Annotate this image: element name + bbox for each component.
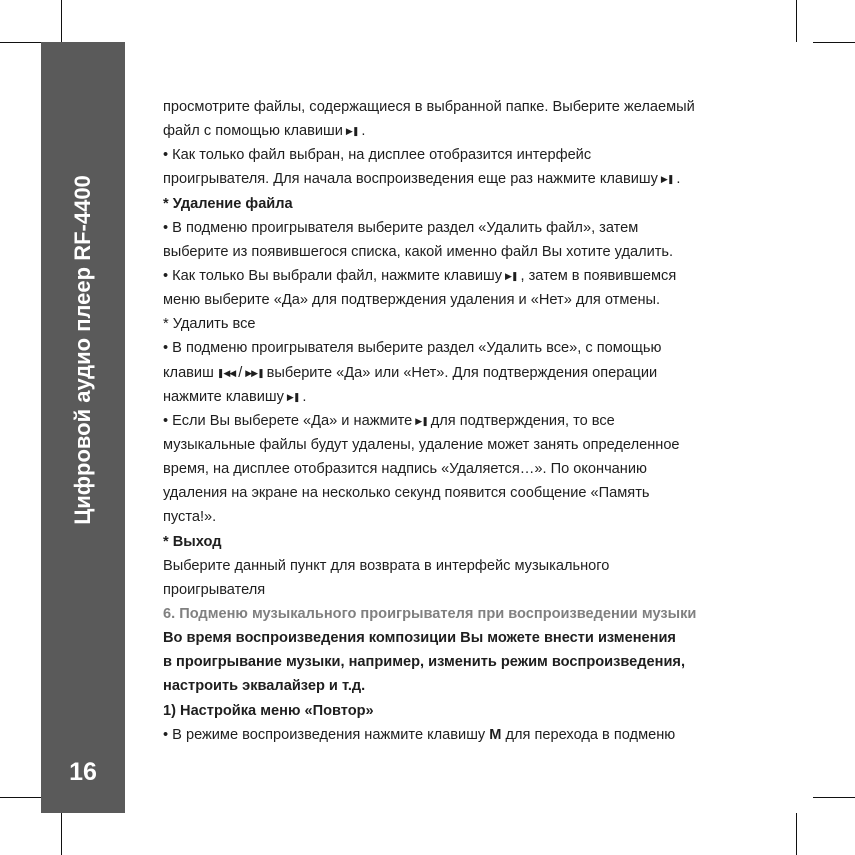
text-line: выберите из появившегося списка, какой именно файл Вы хотите удалить. xyxy=(163,243,674,260)
text-line: просмотрите файлы, содержащиеся в выбранной папке. Выберите желаемый xyxy=(163,99,695,115)
page-body xyxy=(163,95,793,747)
next-track-icon: ▶▶❚ xyxy=(245,367,264,378)
text-line: меню выберите «Да» для подтверждения удаления и «Нет» для отмены. xyxy=(163,292,661,309)
crop-mark xyxy=(61,813,62,855)
play-pause-icon: ▶❚ xyxy=(505,270,518,281)
play-pause-icon: ▶❚ xyxy=(660,174,674,185)
crop-mark xyxy=(0,42,42,43)
chapter-heading: 6. Подменю музыкального проигрывателя при воспроизведении музыки xyxy=(163,605,697,622)
text-line: пуста!». xyxy=(163,509,217,526)
crop-mark xyxy=(0,797,42,798)
text-line: • Как только Вы выбрали файл, нажмите клавишу ▶❚ , затем в появившемся xyxy=(163,264,793,288)
text-line: • В режиме воспроизведения нажмите клавишу M для перехода в подменю xyxy=(163,726,676,743)
text-line: файл с помощью клавиши ▶❚ . xyxy=(163,119,793,143)
crop-mark xyxy=(813,42,855,43)
text-line: • В подменю проигрывателя выберите раздел «Удалить файл», затем xyxy=(163,219,639,236)
text-line: • Если Вы выберете «Да» и нажмите ▶❚ для подтверждения, то все xyxy=(163,409,793,433)
intro-text-line: в проигрывание музыки, например, изменить режим воспроизведения, xyxy=(163,654,686,671)
text-line: • В подменю проигрывателя выберите раздел «Удалить все», с помощью xyxy=(163,340,662,357)
text-line: нажмите клавишу ▶❚ . xyxy=(163,385,793,409)
play-pause-icon: ▶❚ xyxy=(415,415,428,426)
play-pause-icon: ▶❚ xyxy=(345,126,359,137)
previous-track-icon: ❚◀◀ xyxy=(216,367,236,378)
section-heading: * Выход xyxy=(163,533,222,550)
page-number: 16 xyxy=(69,758,97,786)
section-heading: * Удаление файла xyxy=(163,195,293,212)
play-pause-icon: ▶❚ xyxy=(286,391,300,402)
sidebar-title: Цифровой аудио плеер RF-4400 xyxy=(70,175,95,525)
text-line: время, на дисплее отобразится надпись «Удаляется…». По окончанию xyxy=(163,461,647,478)
crop-mark xyxy=(796,0,797,42)
text-line: музыкальные файлы будут удалены, удаление может занять определенное xyxy=(163,436,680,453)
crop-mark xyxy=(813,797,855,798)
text-line: проигрывателя. Для начала воспроизведения еще раз нажмите клавишу ▶❚ . xyxy=(163,167,793,191)
intro-text-line: Во время воспроизведения композиции Вы можете внести изменения xyxy=(163,630,676,647)
crop-mark xyxy=(61,0,62,42)
section-heading: * Удалить все xyxy=(163,316,256,333)
subsection-heading: 1) Настройка меню «Повтор» xyxy=(163,702,374,719)
text-line: Выберите данный пункт для возврата в интерфейс музыкального xyxy=(163,557,610,574)
intro-text-line: настроить эквалайзер и т.д. xyxy=(163,678,366,695)
text-line: клавиш ❚◀◀ / ▶▶❚ выберите «Да» или «Нет». Для подтверждения операции xyxy=(163,361,793,385)
crop-mark xyxy=(796,813,797,855)
text-line: проигрывателя xyxy=(163,581,266,598)
text-line: • Как только файл выбран, на дисплее отобразится интерфейс xyxy=(163,147,592,164)
text-line: удаления на экране на несколько секунд появится сообщение «Память xyxy=(163,485,650,502)
key-m-label: M xyxy=(489,726,502,743)
